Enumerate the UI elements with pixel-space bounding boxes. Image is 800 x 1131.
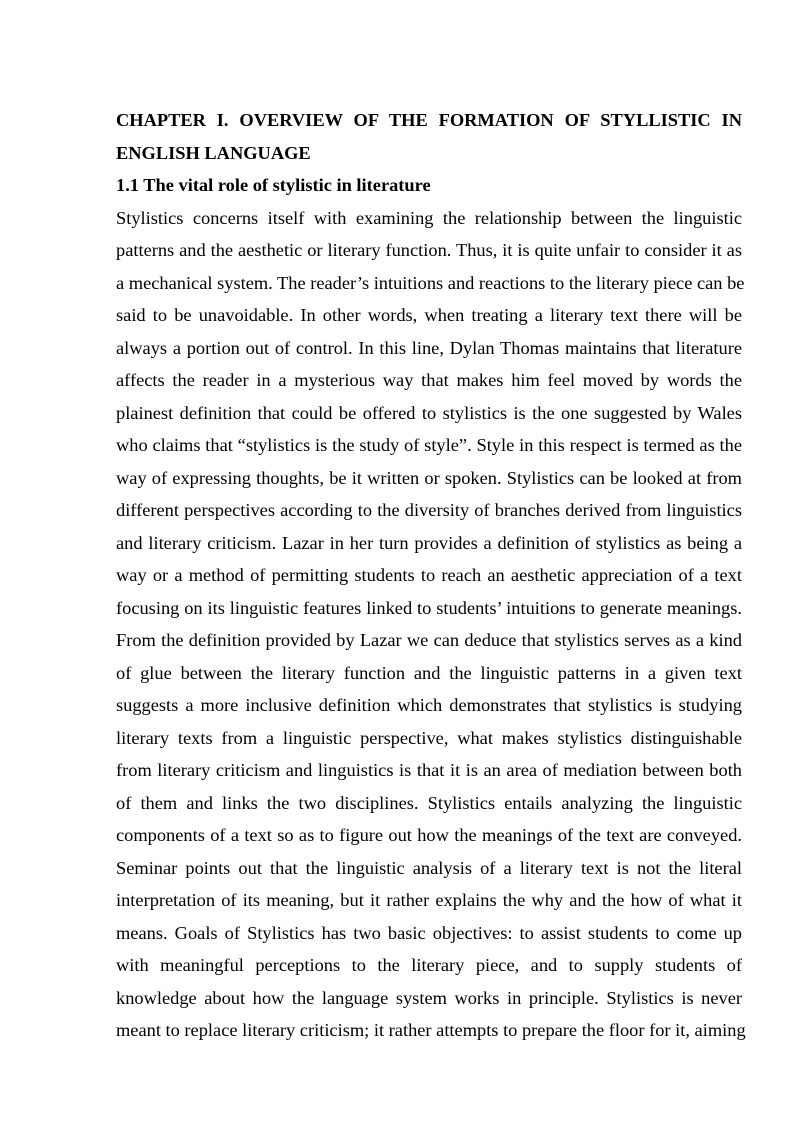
paragraph-line: plainest definition that could be offered to stylistics is the one suggested by Wales <box>116 402 742 423</box>
paragraph-line: from literary criticism and linguistics is that it is an area of mediation between both <box>116 760 742 780</box>
paragraph-line: components of a text so as to figure out how the meanings of the text are conveyed. <box>116 825 742 845</box>
chapter-title <box>116 104 742 169</box>
document-page <box>116 104 746 1047</box>
section-heading: 1.1 The vital role of stylistic in literature <box>116 175 431 195</box>
paragraph-line: a mechanical system. The reader’s intuitions and reactions to the literary piece can be <box>116 272 745 293</box>
paragraph-line: said to be unavoidable. In other words, when treating a literary text there will be <box>116 305 742 325</box>
paragraph-line: way of expressing thoughts, be it written or spoken. Stylistics can be looked at from <box>116 467 742 488</box>
paragraph-line: knowledge about how the language system works in principle. Stylistics is never <box>116 987 742 1008</box>
paragraph-line: patterns and the aesthetic or literary function. Thus, it is quite unfair to consider it as <box>116 240 742 260</box>
paragraph-line: who claims that “stylistics is the study of style”. Style in this respect is termed as the <box>116 435 742 455</box>
body-paragraph <box>116 202 746 1047</box>
paragraph-line: of them and links the two disciplines. Stylistics entails analyzing the linguistic <box>116 792 742 813</box>
chapter-title-line-2: ENGLISH LANGUAGE <box>116 142 311 163</box>
paragraph-line: meant to replace literary criticism; it rather attempts to prepare the floor for it, aiming <box>116 1020 746 1040</box>
paragraph-line: focusing on its linguistic features linked to students’ intuitions to generate meanings. <box>116 597 742 618</box>
paragraph-line: of glue between the literary function and the linguistic patterns in a given text <box>116 662 742 683</box>
paragraph-line: always a portion out of control. In this line, Dylan Thomas maintains that literature <box>116 337 742 358</box>
paragraph-line: From the definition provided by Lazar we can deduce that stylistics serves as a kind <box>116 630 742 650</box>
paragraph-line: way or a method of permitting students to reach an aesthetic appreciation of a text <box>116 565 742 585</box>
paragraph-line: suggests a more inclusive definition which demonstrates that stylistics is studying <box>116 695 742 715</box>
paragraph-line: and literary criticism. Lazar in her turn provides a definition of stylistics as being a <box>116 532 742 553</box>
paragraph-line: Stylistics concerns itself with examining the relationship between the linguistic <box>116 207 742 228</box>
paragraph-line: affects the reader in a mysterious way that makes him feel moved by words the <box>116 370 742 390</box>
paragraph-line: Seminar points out that the linguistic analysis of a literary text is not the literal <box>116 857 742 878</box>
chapter-title-line-1: CHAPTER I. OVERVIEW OF THE FORMATION OF STYLLISTIC IN <box>116 110 742 130</box>
paragraph-line: means. Goals of Stylistics has two basic objectives: to assist students to come up <box>116 922 742 943</box>
paragraph-line: different perspectives according to the diversity of branches derived from linguistics <box>116 500 742 520</box>
paragraph-line: literary texts from a linguistic perspective, what makes stylistics distinguishable <box>116 727 742 748</box>
paragraph-line: interpretation of its meaning, but it rather explains the why and the how of what it <box>116 890 742 910</box>
paragraph-line: with meaningful perceptions to the literary piece, and to supply students of <box>116 955 742 975</box>
